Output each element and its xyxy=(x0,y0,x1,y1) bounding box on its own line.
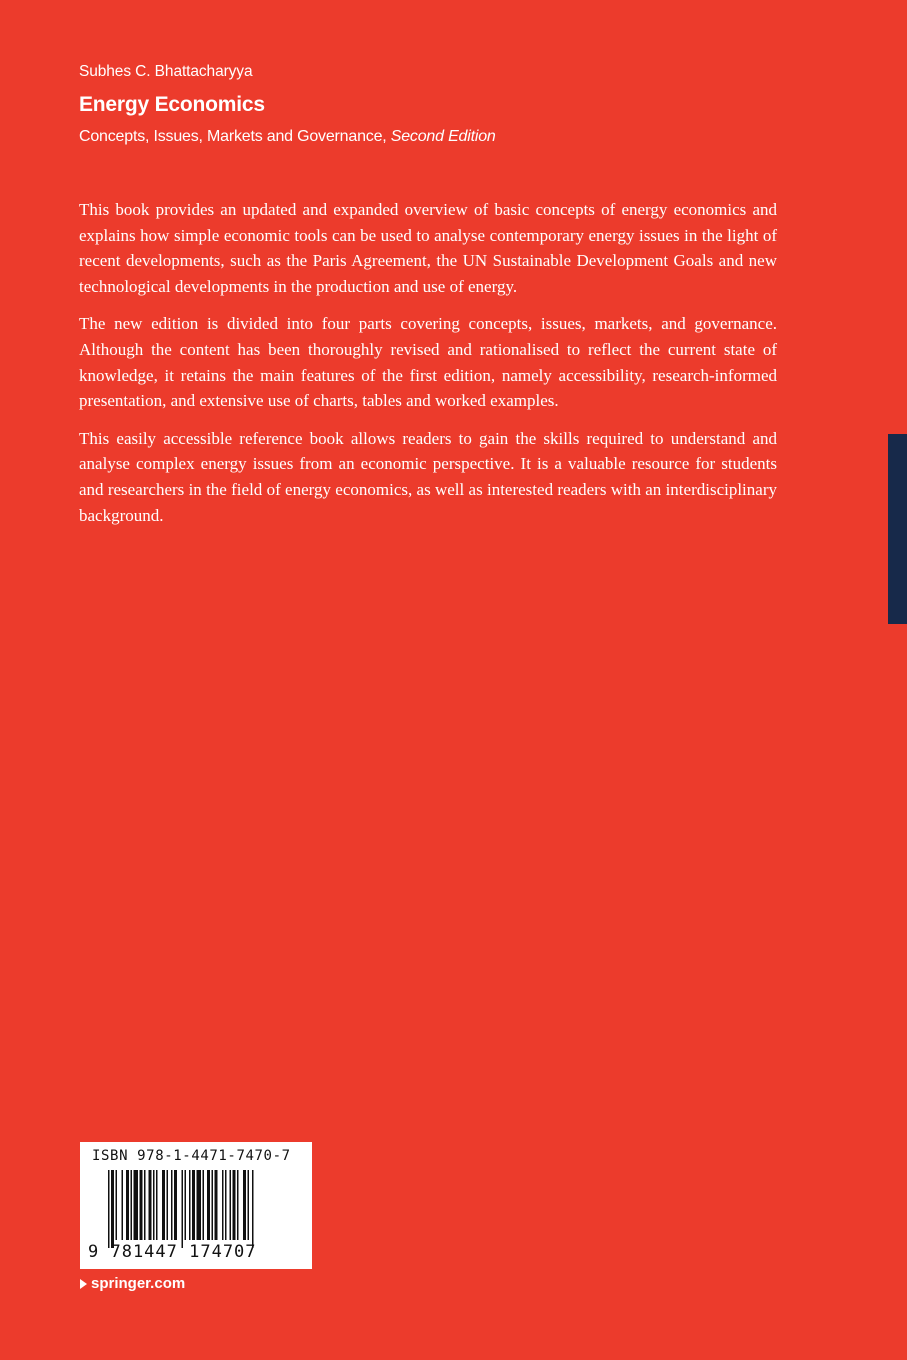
barcode-bar xyxy=(162,1170,165,1240)
barcode-bar xyxy=(171,1170,173,1240)
barcode-bar xyxy=(252,1170,254,1248)
arrow-icon xyxy=(80,1279,87,1289)
barcode-bar xyxy=(131,1170,133,1240)
description-paragraph-1: This book provides an updated and expanded overview of basic concepts of energy economics and explains how simple economic tools can be used to analyse contemporary energy issues in the light of recent developments, such as the Paris Agreement, the UN Sustainable Development Goals and new technological developments in the production and use of energy. xyxy=(79,200,777,296)
barcode-bar xyxy=(248,1170,250,1240)
barcode-bar xyxy=(116,1170,118,1240)
isbn-barcode xyxy=(80,1142,312,1269)
barcode-bar xyxy=(192,1170,195,1240)
isbn-label: ISBN 978-1-4471-7470-7 xyxy=(92,1148,291,1164)
barcode-bar xyxy=(122,1170,124,1240)
barcode-bar xyxy=(153,1170,155,1240)
barcode-bar xyxy=(215,1170,218,1240)
publisher-link[interactable] xyxy=(80,1275,185,1292)
barcode-bar xyxy=(207,1170,210,1240)
barcode-bar xyxy=(243,1170,246,1240)
book-description xyxy=(79,197,777,540)
barcode-bar xyxy=(197,1170,202,1240)
barcode-bar xyxy=(144,1170,146,1240)
book-subtitle xyxy=(79,128,496,146)
barcode-bar xyxy=(237,1170,239,1240)
barcode-bar xyxy=(189,1170,191,1240)
barcode-bar xyxy=(225,1170,227,1240)
barcode-bar xyxy=(185,1170,187,1240)
spine-color-tab xyxy=(888,434,907,624)
barcode-bar xyxy=(126,1170,129,1240)
barcode-bar xyxy=(174,1170,177,1240)
barcode-bar xyxy=(182,1170,184,1248)
description-paragraph-2: The new edition is divided into four parts covering concepts, issues, markets, and governance. Although the content has been thoroughly revised and rationalised to reflect the current state of knowledge, it retains the main features of the first edition, namely accessibility, research-informed presentation, and extensive use of charts, tables and worked examples. xyxy=(79,314,777,411)
barcode-bar xyxy=(149,1170,152,1240)
barcode-bar xyxy=(134,1170,139,1240)
publisher-url: springer.com xyxy=(91,1275,186,1292)
barcode-bar xyxy=(140,1170,143,1240)
barcode-bar xyxy=(222,1170,224,1240)
book-title: Energy Economics xyxy=(79,93,265,116)
edition-label: Second Edition xyxy=(390,128,496,145)
barcode-bar xyxy=(156,1170,158,1240)
barcode-bar xyxy=(111,1170,114,1248)
barcode-digits: 9 781447 174707 xyxy=(88,1242,257,1262)
barcode-bar xyxy=(203,1170,205,1240)
subtitle-text: Concepts, Issues, Markets and Governance, xyxy=(79,128,387,145)
author-name: Subhes C. Bhattacharyya xyxy=(79,63,253,80)
barcode-bar xyxy=(108,1170,110,1248)
description-paragraph-3: This easily accessible reference book allows readers to gain the skills required to understand and analyse complex energy issues from an economic perspective. It is a valuable resource for students and researchers in the field of energy economics, as well as interested readers with an interdisciplinary background. xyxy=(79,428,777,525)
barcode-bar xyxy=(233,1170,236,1240)
barcode-bar xyxy=(212,1170,214,1240)
barcode-bar xyxy=(167,1170,169,1240)
barcode-bar xyxy=(230,1170,232,1240)
